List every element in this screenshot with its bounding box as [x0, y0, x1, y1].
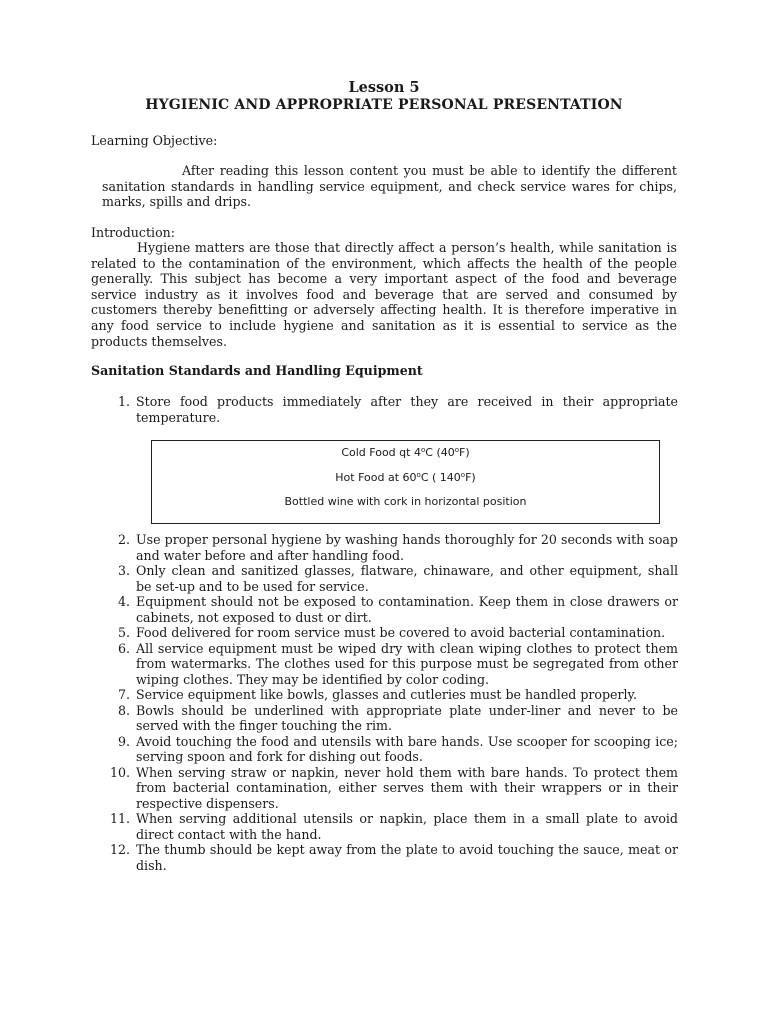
list-item [108, 703, 678, 734]
hot-food-line: Hot Food at 60$^o$C ( 140$^o$F) [335, 471, 476, 484]
list-item-text: Equipment should not be exposed to contamination. Keep them in close drawers or cabinets, not exposed to dust or dirt. [136, 594, 678, 625]
list-item [108, 734, 678, 765]
list-item-number: 9. [117, 733, 130, 749]
list-item-number: 11. [109, 811, 130, 826]
list-item-number: 2. [117, 532, 130, 547]
learning-objective-text: After reading this lesson content you must be able to identify the different sanitation standards in handling service equipment, and check service wares for chips, marks, spills and drips. [102, 163, 677, 210]
list-item-number: 7. [117, 687, 130, 702]
list-item-text: When serving straw or napkin, never hold them with bare hands. To protect them from bacterial contamination, either serves them with their wrappers or in their respective dispensers. [136, 764, 678, 811]
list-item-number: 4. [117, 594, 130, 609]
sanitation-list-part-2 [108, 532, 678, 873]
section-heading: Sanitation Standards and Handling Equipment [91, 363, 423, 378]
cold-food-line: Cold Food qt 4$^o$C (40$^o$F) [341, 446, 470, 459]
list-item-text: Store food products immediately after they are received in their appropriate temperature. [136, 394, 678, 425]
temperature-box [151, 440, 660, 524]
wine-line: Bottled wine with cork in horizontal position [284, 495, 527, 508]
list-item-text: Service equipment like bowls, glasses and cutleries must be handled properly. [136, 687, 638, 702]
list-item [108, 765, 678, 812]
list-item [108, 594, 678, 625]
list-item [108, 563, 678, 594]
list-item-text: Use proper personal hygiene by washing hands thoroughly for 20 seconds with soap and water before and after handling food. [136, 532, 678, 563]
sanitation-list-part-1 [108, 394, 678, 425]
list-item [108, 842, 678, 873]
list-item-number: 12. [109, 842, 130, 857]
list-item [108, 687, 678, 703]
list-item-text: Bowls should be underlined with appropriate plate under-liner and never to be served with the finger touching the rim. [136, 702, 678, 733]
list-item-number: 5. [117, 625, 130, 640]
list-item-text: Only clean and sanitized glasses, flatware, chinaware, and other equipment, shall be set-up and to be used for service. [136, 563, 678, 594]
learning-objective-label: Learning Objective: [91, 133, 218, 148]
list-item-text: When serving additional utensils or napkin, place them in a small plate to avoid direct contact with the hand. [136, 811, 678, 842]
lesson-title: HYGIENIC AND APPROPRIATE PERSONAL PRESENTATION [145, 97, 623, 113]
list-item-number: 10. [109, 764, 130, 780]
list-item-number: 3. [117, 563, 130, 578]
list-item-number: 1. [117, 394, 130, 409]
list-item [108, 625, 678, 641]
list-item [108, 811, 678, 842]
lesson-number: Lesson 5 [348, 79, 420, 96]
list-item [108, 394, 678, 425]
list-item-text: All service equipment must be wiped dry with clean wiping clothes to protect them from watermarks. The clothes used for this purpose must be segregated from other wiping clothes. They may be identified by color coding. [136, 640, 678, 687]
list-item-text: The thumb should be kept away from the plate to avoid touching the sauce, meat or dish. [136, 842, 678, 873]
list-item-text: Food delivered for room service must be covered to avoid bacterial contamination. [136, 625, 666, 640]
list-item [108, 641, 678, 688]
list-item-number: 8. [117, 702, 130, 718]
list-item [108, 532, 678, 563]
list-item-number: 6. [117, 640, 130, 656]
introduction-text: Hygiene matters are those that directly affect a person’s health, while sanitation is related to the contamination of the environment, which affects the health of the people generally. This subject has become a very important aspect of the food and beverage service industry as it involves food and beverage that are served and consumed by customers thereby benefitting or adversely affecting health. It is therefore imperative in any food service to include hygiene and sanitation as it is essential to service as the products themselves. [91, 240, 677, 349]
list-item-text: Avoid touching the food and utensils with bare hands. Use scooper for scooping ice; serving spoon and fork for dishing out foods. [136, 733, 678, 764]
introduction-label: Introduction: [91, 225, 175, 240]
